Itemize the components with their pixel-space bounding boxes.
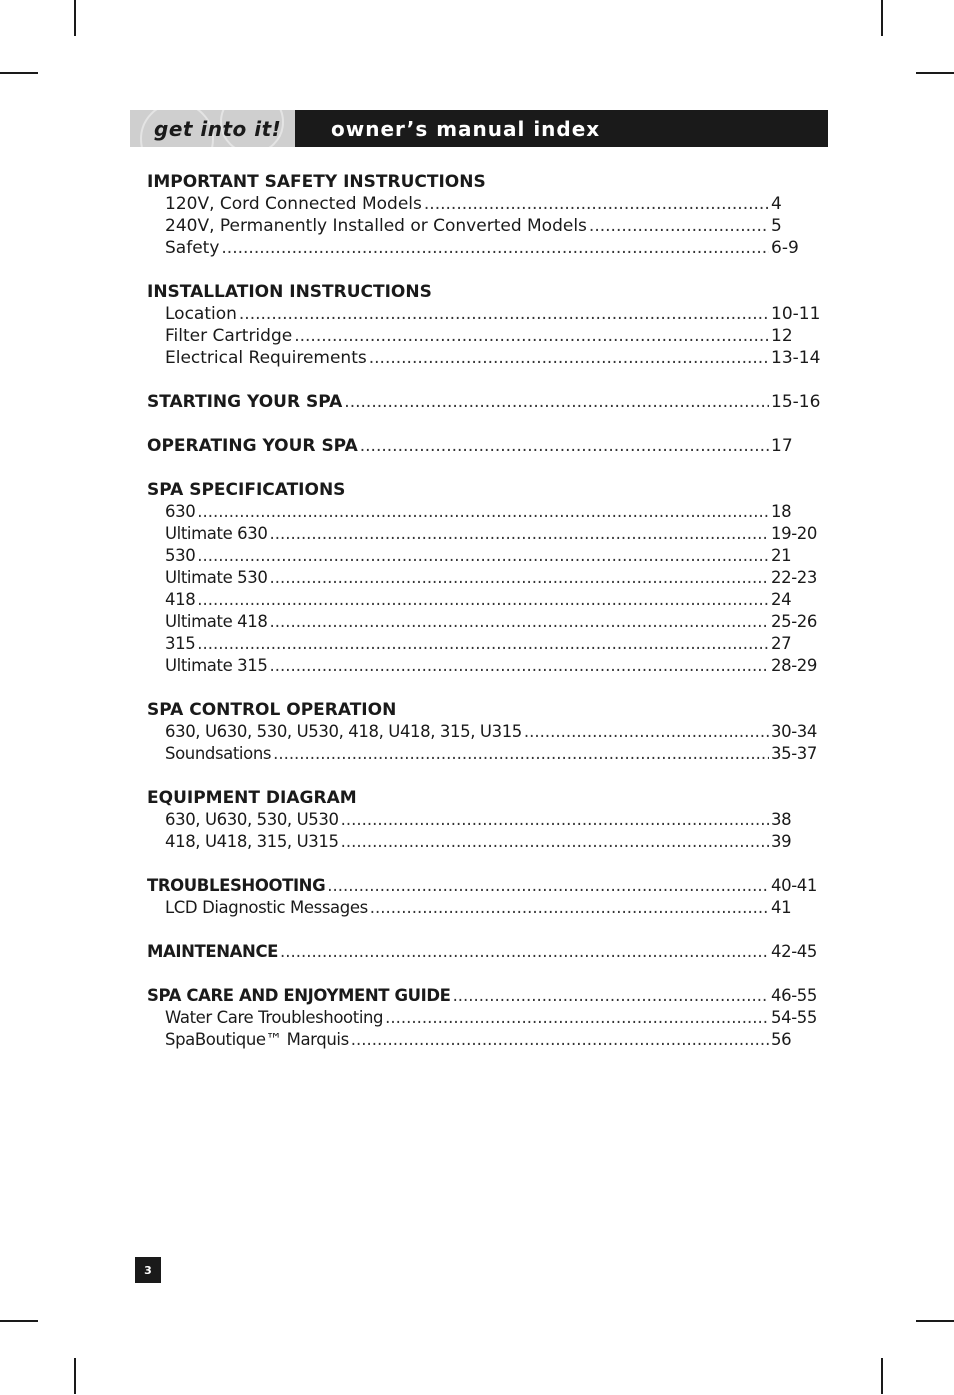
entry-label: 530 bbox=[165, 546, 196, 565]
entry-page: 12 bbox=[771, 326, 793, 346]
section-title: EQUIPMENT DIAGRAM bbox=[147, 788, 357, 808]
dot-leader bbox=[197, 501, 769, 523]
entry-label: 315 bbox=[165, 634, 196, 653]
dot-leader bbox=[424, 193, 769, 215]
entry-page: 24 bbox=[771, 590, 792, 609]
entry-page: 35-37 bbox=[771, 744, 817, 763]
toc-entry[interactable] bbox=[147, 611, 827, 633]
entry-label: Electrical Requirements bbox=[165, 348, 367, 368]
toc-entry[interactable] bbox=[147, 655, 827, 677]
section-title: OPERATING YOUR SPA bbox=[147, 436, 358, 456]
entry-page: 30-34 bbox=[771, 722, 817, 741]
entry-label: 630 bbox=[165, 502, 196, 521]
toc-entry[interactable] bbox=[147, 897, 827, 919]
entry-label: Location bbox=[165, 304, 237, 324]
toc-section-heading[interactable] bbox=[147, 281, 827, 303]
entry-label: 120V, Cord Connected Models bbox=[165, 194, 422, 214]
toc-section-heading[interactable] bbox=[147, 699, 827, 721]
toc-entry[interactable] bbox=[147, 633, 827, 655]
entry-label: Ultimate 630 bbox=[165, 524, 268, 543]
entry-label: SpaBoutique™ Marquis bbox=[165, 1030, 349, 1049]
toc-section-safety bbox=[147, 171, 827, 259]
toc-section-maintenance bbox=[147, 941, 827, 963]
brand-tagline: get into it! bbox=[154, 116, 282, 141]
toc-entry[interactable] bbox=[147, 193, 827, 215]
dot-leader bbox=[269, 567, 769, 589]
toc-entry[interactable] bbox=[147, 545, 827, 567]
toc-section-heading[interactable] bbox=[147, 985, 827, 1007]
toc-section-troubleshooting bbox=[147, 875, 827, 919]
dot-leader bbox=[239, 303, 769, 325]
section-page: 17 bbox=[771, 436, 793, 456]
toc-entry[interactable] bbox=[147, 721, 827, 743]
dot-leader bbox=[273, 743, 769, 765]
entry-label: Ultimate 418 bbox=[165, 612, 268, 631]
toc-section-installation bbox=[147, 281, 827, 369]
section-title: STARTING YOUR SPA bbox=[147, 392, 343, 412]
dot-leader bbox=[221, 237, 769, 259]
toc-section-operating bbox=[147, 435, 827, 457]
section-page: 15-16 bbox=[771, 392, 821, 412]
entry-page: 56 bbox=[771, 1030, 792, 1049]
entry-page: 18 bbox=[771, 502, 792, 521]
toc-section-heading[interactable] bbox=[147, 171, 827, 193]
crop-mark bbox=[0, 1320, 38, 1322]
entry-page: 28-29 bbox=[771, 656, 817, 675]
dot-leader bbox=[197, 589, 769, 611]
entry-page: 39 bbox=[771, 832, 792, 851]
entry-page: 25-26 bbox=[771, 612, 817, 631]
toc-entry[interactable] bbox=[147, 567, 827, 589]
toc-entry[interactable] bbox=[147, 809, 827, 831]
toc-entry[interactable] bbox=[147, 347, 827, 369]
entry-label: 418, U418, 315, U315 bbox=[165, 832, 339, 851]
section-title: INSTALLATION INSTRUCTIONS bbox=[147, 282, 432, 302]
dot-leader bbox=[294, 325, 769, 347]
entry-page: 21 bbox=[771, 546, 792, 565]
entry-page: 10-11 bbox=[771, 304, 821, 324]
entry-page: 22-23 bbox=[771, 568, 817, 587]
toc-section-heading[interactable] bbox=[147, 787, 827, 809]
toc-section-heading[interactable] bbox=[147, 875, 827, 897]
section-title: SPA CARE AND ENJOYMENT GUIDE bbox=[147, 986, 451, 1005]
dot-leader bbox=[370, 897, 769, 919]
toc-entry[interactable] bbox=[147, 325, 827, 347]
toc-section-heading[interactable] bbox=[147, 435, 827, 457]
entry-page: 41 bbox=[771, 898, 792, 917]
entry-page: 6-9 bbox=[771, 238, 799, 258]
toc-section-starting bbox=[147, 391, 827, 413]
entry-page: 13-14 bbox=[771, 348, 821, 368]
toc-section-heading[interactable] bbox=[147, 479, 827, 501]
toc-entry[interactable] bbox=[147, 589, 827, 611]
entry-label: 630, U630, 530, U530 bbox=[165, 810, 339, 829]
crop-mark bbox=[916, 1320, 954, 1322]
entry-label: Ultimate 315 bbox=[165, 656, 268, 675]
section-title: MAINTENANCE bbox=[147, 942, 279, 961]
crop-mark bbox=[881, 1358, 883, 1394]
page-title: owner’s manual index bbox=[331, 116, 601, 141]
toc-entry[interactable] bbox=[147, 303, 827, 325]
toc-section-equipment bbox=[147, 787, 827, 853]
section-page: 42-45 bbox=[771, 942, 817, 961]
dot-leader bbox=[385, 1007, 769, 1029]
section-title: TROUBLESHOOTING bbox=[147, 876, 326, 895]
crop-mark bbox=[74, 0, 76, 36]
toc-entry[interactable] bbox=[147, 1029, 827, 1051]
dot-leader bbox=[269, 655, 769, 677]
toc-entry[interactable] bbox=[147, 237, 827, 259]
entry-label: Water Care Troubleshooting bbox=[165, 1008, 384, 1027]
dot-leader bbox=[369, 347, 769, 369]
crop-mark bbox=[881, 0, 883, 36]
dot-leader bbox=[327, 875, 769, 897]
dot-leader bbox=[197, 633, 769, 655]
dot-leader bbox=[344, 391, 769, 413]
entry-label: LCD Diagnostic Messages bbox=[165, 898, 368, 917]
toc-section-heading[interactable] bbox=[147, 941, 827, 963]
dot-leader bbox=[589, 215, 769, 237]
section-title: IMPORTANT SAFETY INSTRUCTIONS bbox=[147, 172, 486, 192]
entry-label: Soundsations bbox=[165, 744, 272, 763]
crop-mark bbox=[916, 72, 954, 74]
section-page: 40-41 bbox=[771, 876, 817, 895]
brand-box bbox=[130, 110, 295, 147]
entry-label: Filter Cartridge bbox=[165, 326, 293, 346]
toc-section-specifications bbox=[147, 479, 827, 677]
crop-mark bbox=[74, 1358, 76, 1394]
dot-leader bbox=[341, 809, 769, 831]
dot-leader bbox=[197, 545, 769, 567]
entry-label: 630, U630, 530, U530, 418, U418, 315, U315 bbox=[165, 722, 522, 741]
toc-section-heading[interactable] bbox=[147, 391, 827, 413]
entry-label: Safety bbox=[165, 238, 220, 258]
toc-entry[interactable] bbox=[147, 743, 827, 765]
toc-entry[interactable] bbox=[147, 215, 827, 237]
toc-section-control bbox=[147, 699, 827, 765]
dot-leader bbox=[280, 941, 769, 963]
toc-entry[interactable] bbox=[147, 831, 827, 853]
entry-page: 38 bbox=[771, 810, 792, 829]
dot-leader bbox=[269, 523, 769, 545]
toc-entry[interactable] bbox=[147, 523, 827, 545]
section-title: SPA SPECIFICATIONS bbox=[147, 480, 346, 500]
entry-label: 418 bbox=[165, 590, 196, 609]
toc-entry[interactable] bbox=[147, 501, 827, 523]
dot-leader bbox=[269, 611, 769, 633]
entry-page: 54-55 bbox=[771, 1008, 817, 1027]
crop-mark bbox=[0, 72, 38, 74]
toc-section-spa-care bbox=[147, 985, 827, 1051]
entry-page: 19-20 bbox=[771, 524, 817, 543]
dot-leader bbox=[341, 831, 769, 853]
entry-label: 240V, Permanently Installed or Converted Models bbox=[165, 216, 587, 236]
page-number-badge: 3 bbox=[135, 1257, 161, 1283]
toc-entry[interactable] bbox=[147, 1007, 827, 1029]
dot-leader bbox=[351, 1029, 769, 1051]
dot-leader bbox=[524, 721, 769, 743]
section-title: SPA CONTROL OPERATION bbox=[147, 700, 397, 720]
entry-page: 4 bbox=[771, 194, 782, 214]
entry-label: Ultimate 530 bbox=[165, 568, 268, 587]
entry-page: 5 bbox=[771, 216, 782, 236]
section-page: 46-55 bbox=[771, 986, 817, 1005]
table-of-contents bbox=[147, 171, 827, 1073]
entry-page: 27 bbox=[771, 634, 792, 653]
dot-leader bbox=[360, 435, 769, 457]
dot-leader bbox=[453, 985, 769, 1007]
header-band bbox=[130, 110, 828, 147]
title-bar bbox=[295, 110, 828, 147]
